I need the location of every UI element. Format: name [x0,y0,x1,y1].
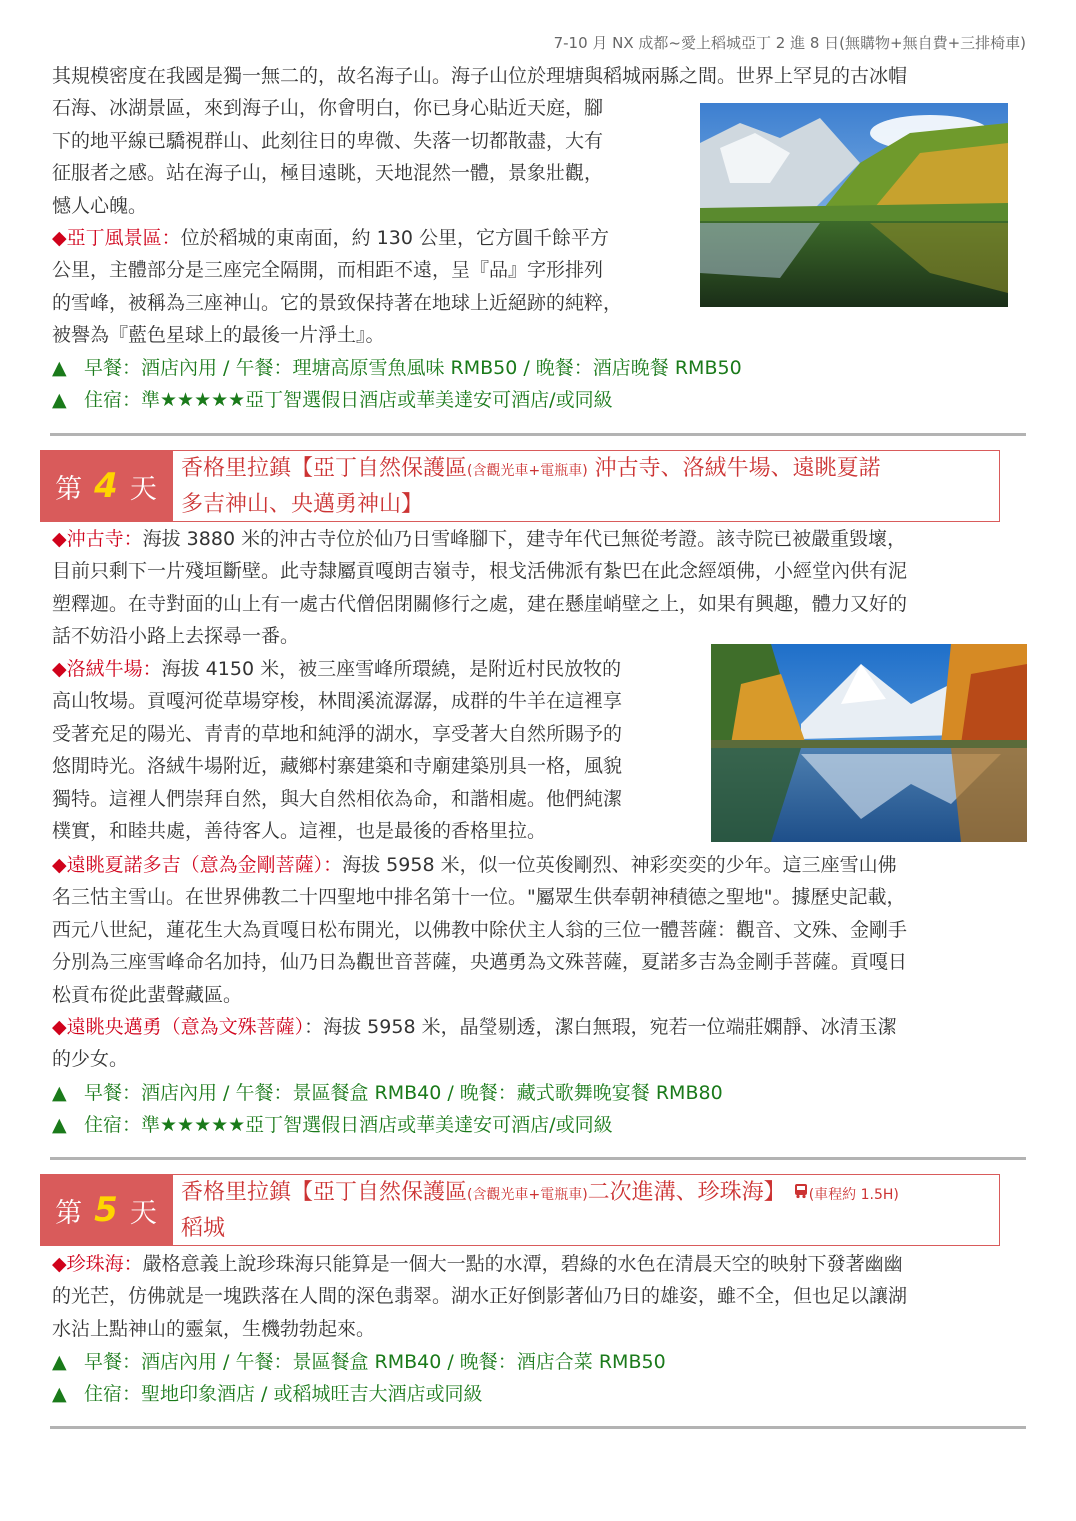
yangmai-heading-line [52,1011,1032,1044]
day-prefix: 第 [55,473,83,505]
yangmai-text-first: ：海拔 5958 米，晶瑩剔透，潔白無瑕，宛若一位端莊嫻靜、冰清玉潔 [304,1016,897,1038]
day5-badge [40,1174,172,1246]
day4-title-line2: 多吉神山、央邁勇神山】 [181,492,424,517]
zhenzhu-heading-line [52,1248,1032,1281]
chonggu-paragraph: 目前只剩下一片殘垣斷壁。此寺隸屬貢嘎朗吉嶺寺，根戈活佛派有紮巴在此念經頌佛，小經堂內供有泥 塑釋迦。在寺對面的山上有一處古代僧侶閉關修行之處，建在懸崖峭壁之上，如果有興趣，體力又好的 話不妨沿小路上去探尋一番。 [52,560,908,647]
luorong-paragraph: 高山牧場。貢嘎河從草場穿梭，林間溪流潺潺，成群的牛羊在這裡享 受著充足的陽光、青青的草地和純淨的湖水，享受著大自然所賜予的 悠閒時光。洛絨牛場附近，藏鄉村寨建築和寺廟建築別具一格，風貌 獨特。這裡人們崇拜自然，與大自然相依為命，和諧相處。他們純潔 樸實，和睦共處，善待客人。這裡，也是最後的香格里拉。 [52,690,623,842]
day4-title-b: 沖古寺、洛絨牛場、遠眺夏諾 [587,456,881,481]
xianuo-paragraph: 名三怙主雪山。在世界佛教二十四聖地中排名第十一位。"屬眾生供奉朝神積德之聖地"。據歷史記載， 西元八世紀，蓮花生大為貢嘎日松布開光，以佛教中除伏主人翁的三位一體菩薩：觀音、文殊、金剛手 分別為三座雪峰命名加持，仙乃日為觀世音菩薩，央邁勇為文殊菩薩，夏諾多吉為金剛手菩薩。貢嘎日 松貢布從此蜚聲藏區。 [52,886,908,1006]
day3-hotel-text: 住宿：準★★★★★亞丁智選假日酒店或華美達安可酒店/或同級 [84,389,613,411]
day5-title-a: 香格里拉鎮【亞丁自然保護區 [181,1180,468,1205]
triangle-bullet-icon: ▲ [52,1351,67,1373]
day5-hotel-text: 住宿：聖地印象酒店 / 或稻城旺吉大酒店或同級 [84,1383,483,1405]
day4-title-a: 香格里拉鎮【亞丁自然保護區 [181,456,468,481]
day3-meals [52,352,742,384]
day4-hotel [52,1109,613,1141]
chonggu-title: 沖古寺： [66,528,143,550]
diamond-icon: ◆ [52,658,67,680]
triangle-bullet-icon: ▲ [52,1383,67,1405]
luorong-text-first: 海拔 4150 米，被三座雪峰所環繞，是附近村民放牧的 [161,658,622,680]
day5-header [40,1174,1000,1246]
chonggu-heading-line [52,523,1032,556]
triangle-bullet-icon: ▲ [52,357,67,379]
triangle-bullet-icon: ▲ [52,1114,67,1136]
day4-badge [40,450,172,522]
zhenzhu-title: 珍珠海： [66,1253,143,1275]
day4-title-small: (含觀光車+電瓶車) [467,463,588,479]
day5-meals-text: 早餐：酒店內用 / 午餐：景區餐盒 RMB40 / 晚餐：酒店合菜 RMB50 [84,1351,666,1373]
day-suffix: 天 [129,473,157,505]
triangle-bullet-icon: ▲ [52,1082,67,1104]
day5-title-line2: 稻城 [181,1216,226,1241]
zhenzhu-paragraph: 的光芒，仿佛就是一塊跌落在人間的深色翡翠。湖水正好倒影著仙乃日的雄姿，雖不全，但也足以讓湖 水沾上點神山的靈氣，生機勃勃起來。 [52,1285,908,1340]
day4-title [172,450,1000,522]
yading-paragraph: 公里，主體部分是三座完全隔開，而相距不遠，呈『品』字形排列 的雪峰，被稱為三座神山。它的景致保持著在地球上近絕跡的純粹， 被譽為『藍色星球上的最後一片淨土』。 [52,259,623,346]
triangle-bullet-icon: ▲ [52,389,67,411]
diamond-icon: ◆ [52,1016,67,1038]
day5-title [172,1174,1000,1246]
day4-header [40,450,1000,522]
yading-text-first: 位於稻城的東南面，約 130 公里，它方圓千餘平方 [180,227,609,249]
diamond-icon: ◆ [52,1253,67,1275]
yangmai-title: 遠眺央邁勇（意為文殊菩薩） [66,1016,305,1038]
day4-hotel-text: 住宿：準★★★★★亞丁智選假日酒店或華美達安可酒店/或同級 [84,1114,613,1136]
chonggu-text-first: 海拔 3880 米的沖古寺位於仙乃日雪峰腳下，建寺年代已無從考證。該寺院已被嚴重毀壞， [142,528,907,550]
luorong-title: 洛絨牛場： [66,658,162,680]
day5-title-b: 二次進溝、珍珠海】 [587,1180,786,1205]
day4-meals-text: 早餐：酒店內用 / 午餐：景區餐盒 RMB40 / 晚餐：藏式歌舞晚宴餐 RMB80 [84,1082,723,1104]
doc-header: 7-10 月 NX 成都~愛上稻城亞丁 2 進 8 日(無購物+無自費+三排椅車) [553,34,1026,52]
day5-hotel [52,1378,482,1410]
yangmai-paragraph: 的少女。 [52,1048,129,1070]
zhenzhu-text-first: 嚴格意義上說珍珠海只能算是一個大一點的水潭，碧綠的水色在清晨天空的映射下發著幽幽 [142,1253,903,1275]
diamond-icon: ◆ [52,227,67,249]
yading-heading-line [52,222,692,255]
day5-title-small: (含觀光車+電瓶車) [467,1187,588,1203]
xianuo-title: 遠眺夏諾多吉（意為金剛菩薩）： [66,854,343,876]
luorong-heading-line [52,653,702,686]
day-prefix: 第 [55,1197,83,1229]
yading-title: 亞丁風景區： [66,227,181,249]
luorong-pasture-photo [711,644,1027,842]
day-suffix: 天 [129,1197,157,1229]
diamond-icon: ◆ [52,528,67,550]
day5-meals [52,1346,666,1378]
section-divider [50,1157,1026,1160]
day4-meals [52,1077,723,1109]
day3-hotel [52,384,613,416]
section-divider [50,433,1026,436]
day-number: 5 [94,1190,118,1230]
day5-drive-note: (車程約 1.5H) [808,1187,899,1203]
diamond-icon: ◆ [52,854,67,876]
day3-meals-text: 早餐：酒店內用 / 午餐：理塘高原雪魚風味 RMB50 / 晚餐：酒店晚餐 RMB50 [84,357,742,379]
day-number: 4 [94,466,118,506]
xianuo-text-first: 海拔 5958 米，似一位英俊剛烈、神彩奕奕的少年。這三座雪山佛 [342,854,897,876]
xianuo-heading-line [52,849,1032,882]
bus-icon [793,1176,809,1210]
intro-line: 其規模密度在我國是獨一無二的，故名海子山。海子山位於理塘與稻城兩縣之間。世界上罕見的古冰帽 [52,65,908,87]
section-divider [50,1426,1026,1429]
intro-paragraph: 石海、冰湖景區，來到海子山，你會明白，你已身心貼近天庭，腳 下的地平線已驕視群山、此刻往日的卑微、失落一切都散盡，大有 征服者之感。站在海子山，極目遠眺，天地混然一體，景象壯觀， 憾人心魄。 [52,97,604,217]
haizi-mountain-lake-photo [700,103,1008,307]
